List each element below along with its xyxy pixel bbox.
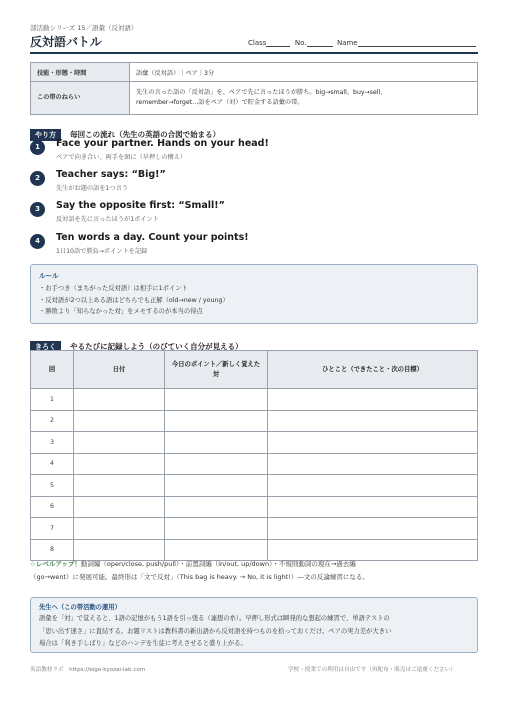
points-cell[interactable]: [165, 475, 268, 497]
points-cell[interactable]: [165, 389, 268, 411]
level-up-note: [30, 558, 478, 584]
comment-cell[interactable]: [268, 453, 478, 475]
teacher-note-title: 先生へ（この帯活動の運用）: [39, 604, 121, 611]
date-cell[interactable]: [74, 518, 165, 540]
footer-usage-note: 学校・授業での利用は自由です（再配布・販売はご遠慮ください）: [288, 667, 456, 673]
activity-info-table: [30, 62, 478, 115]
level-up-text: 動詞編（open/close, push/pull）・前置詞編（in/out, up/down）・不規則動詞の現在→過去編: [80, 560, 356, 568]
round-number: 5: [31, 475, 74, 497]
date-cell[interactable]: [74, 453, 165, 475]
step-note: 1日10語で勝負→ポイントを記録: [56, 248, 148, 255]
info-key: 技能・形態・時間: [31, 63, 130, 82]
col-header-comment: ひとこと（できたこと・次の目標）: [268, 351, 478, 389]
round-number: 1: [31, 389, 74, 411]
step-number: 3: [30, 202, 45, 217]
col-header-round: 回: [31, 351, 74, 389]
name-label: Name: [336, 39, 358, 47]
rule-item: ・勝敗より「知らなかった対」をメモするのが本当の得点: [39, 308, 203, 315]
student-info-fields: [248, 38, 476, 47]
points-cell[interactable]: [165, 496, 268, 518]
number-field[interactable]: [307, 38, 333, 47]
procedure-tag: やり方: [30, 129, 61, 141]
comment-cell[interactable]: [268, 432, 478, 454]
round-number: 6: [31, 496, 74, 518]
name-field[interactable]: [358, 38, 476, 47]
record-heading: やるたびに記録しよう（のびていく自分が見える）: [70, 342, 243, 351]
teacher-note-line: 「思い出す速さ」に直結する。お題リストは教科書の新出語から反対語を持つものを拾っておくだけ。ペアの実力差が大きい: [39, 627, 392, 635]
comment-cell[interactable]: [268, 496, 478, 518]
level-up-line-2: （go→went）に発展可能。最終形は「文で反対」（This bag is heavy. → No, it is light!）―文の反論練習になる。: [30, 573, 369, 581]
teacher-note-line: 場合は「利き手しばり」などのハンデを生徒に考えさせると盛り上がる。: [39, 640, 247, 647]
info-key: この帯のねらい: [31, 82, 130, 115]
info-row: [31, 82, 478, 115]
header-divider: [30, 52, 478, 54]
rule-item: ・お手つき（まちがった反対語）は相手に1ポイント: [39, 285, 188, 292]
table-row: [31, 518, 478, 540]
table-row: [31, 475, 478, 497]
step-note: 先生がお題の語を1つ言う: [56, 185, 128, 192]
teacher-note-line: 語彙を「対」で覚えると、1語の記憶がもう1語を引っ張る（連想の糸）。早押し形式は瞬発的な想起の練習で、単語テストの: [39, 615, 390, 622]
record-header-row: [31, 351, 478, 389]
step-instruction: Teacher says: “Big!”: [56, 169, 166, 180]
table-row: [31, 410, 478, 432]
col-header-date: 日付: [74, 351, 165, 389]
level-up-line-1: [30, 558, 478, 571]
table-row: [31, 496, 478, 518]
points-cell[interactable]: [165, 453, 268, 475]
page-title: 反対語バトル: [30, 35, 102, 49]
procedure-heading: 毎回この流れ（先生の英語の合図で始まる）: [70, 130, 221, 139]
table-row: [31, 453, 478, 475]
round-number: 2: [31, 410, 74, 432]
footer-site: 英語教材ラボ https://eigo-kyozai-lab.com: [30, 667, 146, 673]
points-cell[interactable]: [165, 518, 268, 540]
round-number: 3: [31, 432, 74, 454]
rules-title: ルール: [39, 272, 59, 280]
step-instruction: Ten words a day. Count your points!: [56, 232, 249, 243]
col-header-points: 今日のポイント／新しく覚えた対: [165, 351, 268, 389]
step-number: 4: [30, 234, 45, 249]
info-row: [31, 63, 478, 82]
date-cell[interactable]: [74, 432, 165, 454]
info-value: 語彙（反対語）｜ペア｜3分: [130, 63, 478, 82]
series-label: 部活動シリーズ 15／語彙（反対語）: [30, 24, 138, 32]
step-instruction: Say the opposite first: “Small!”: [56, 200, 225, 211]
aim-line-1: 先生の言った語の「反対語」を、ペアで先に言ったほうが勝ち。big→small、buy→sell、: [136, 89, 387, 97]
teacher-note-box: [30, 597, 478, 653]
no-label: No.: [294, 39, 307, 47]
date-cell[interactable]: [74, 389, 165, 411]
comment-cell[interactable]: [268, 410, 478, 432]
points-cell[interactable]: [165, 432, 268, 454]
info-value: [130, 82, 478, 115]
points-cell[interactable]: [165, 410, 268, 432]
date-cell[interactable]: [74, 410, 165, 432]
step-note: 反対語を先に言ったほうが1ポイント: [56, 216, 159, 223]
class-field[interactable]: [266, 38, 290, 47]
comment-cell[interactable]: [268, 475, 478, 497]
table-row: [31, 389, 478, 411]
round-number: 4: [31, 453, 74, 475]
round-number: 8: [31, 539, 74, 561]
level-up-title: ☆レベルアップ！: [30, 560, 81, 568]
step-instruction: Face your partner. Hands on your head!: [56, 138, 269, 149]
rules-box: [30, 264, 478, 324]
step-number: 2: [30, 171, 45, 186]
round-number: 7: [31, 518, 74, 540]
record-table: [30, 350, 478, 561]
rule-item: ・反対語が2つ以上ある語はどちらでも正解（old→new / young）: [39, 296, 229, 304]
aim-line-2: remember→forget…語をペア（対）で貯金する語彙の帯。: [136, 99, 304, 106]
record-tag: きろく: [30, 341, 61, 353]
class-label: Class: [248, 39, 267, 47]
comment-cell[interactable]: [268, 389, 478, 411]
date-cell[interactable]: [74, 475, 165, 497]
step-number: 1: [30, 140, 45, 155]
step-note: ペアで向き合い、両手を頭に（早押しの構え）: [56, 154, 187, 161]
table-row: [31, 432, 478, 454]
comment-cell[interactable]: [268, 518, 478, 540]
date-cell[interactable]: [74, 496, 165, 518]
